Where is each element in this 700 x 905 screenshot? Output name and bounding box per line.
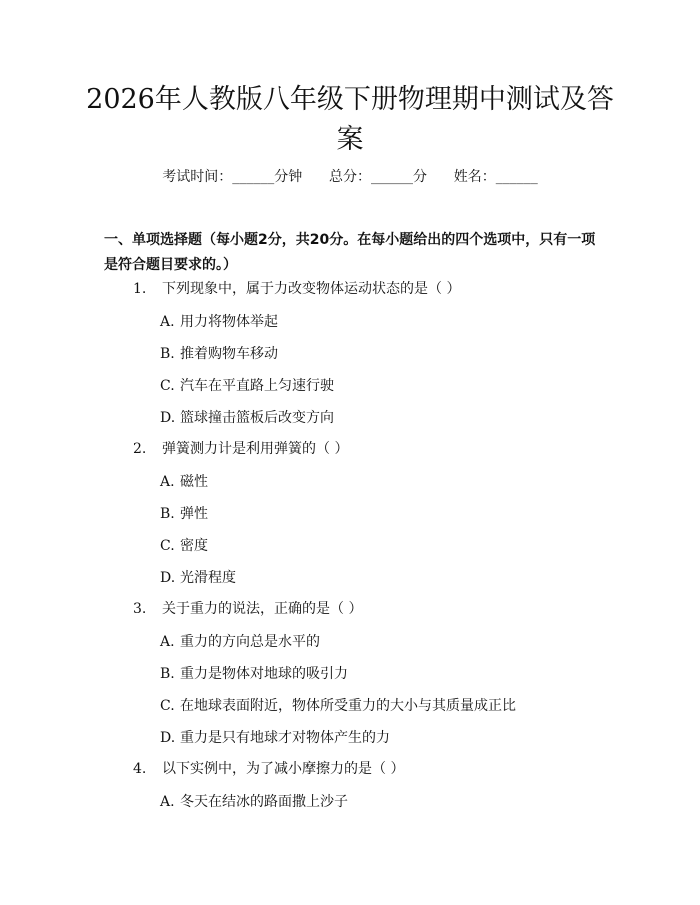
option-text: 重力是只有地球才对物体产生的力 [180,730,390,746]
section-heading: 一、单项选择题（每小题2分，共20分。在每小题给出的四个选项中，只有一项是符合题目要求的。） [104,232,596,273]
question-text: 以下实例中，为了减小摩擦力的是（ ） [162,761,405,777]
option-text: 在地球表面附近，物体所受重力的大小与其质量成正比 [180,698,516,714]
title-line-2: 案 [336,124,364,155]
option-text: 用力将物体举起 [180,314,278,330]
option-letter: B. [160,506,175,522]
option-letter: A. [160,794,175,810]
option-letter: D. [160,570,176,586]
option-letter: A. [160,474,175,490]
option-letter: D. [160,730,176,746]
option-2d [160,568,236,588]
option-text: 重力是物体对地球的吸引力 [180,666,348,682]
option-1b [160,344,278,364]
option-text: 篮球撞击篮板后改变方向 [180,410,334,426]
option-text: 推着购物车移动 [180,346,278,362]
option-text: 冬天在结冰的路面撒上沙子 [180,794,348,810]
question-number: 1. [133,281,147,297]
option-1d [160,408,334,428]
option-text: 光滑程度 [180,570,236,586]
option-letter: B. [160,666,175,682]
exam-meta-info: 考试时间：______分钟 总分：______分 姓名：______ [162,169,538,185]
option-3b [160,664,348,684]
question-text: 弹簧测力计是利用弹簧的（ ） [162,441,349,457]
option-4a [160,792,348,812]
option-text: 弹性 [180,506,208,522]
option-3d [160,728,390,748]
option-3a [160,632,320,652]
option-letter: C. [160,538,175,554]
option-1a [160,312,278,332]
option-text: 密度 [180,538,208,554]
title-line-1: 2026年人教版八年级下册物理期中测试及答 [86,84,614,115]
option-letter: B. [160,346,175,362]
question-2 [133,439,348,459]
option-3c [160,696,516,716]
question-3 [133,599,362,619]
question-number: 4. [133,761,147,777]
option-letter: A. [160,634,175,650]
question-text: 下列现象中，属于力改变物体运动状态的是（ ） [162,281,461,297]
question-1 [133,279,460,299]
option-text: 磁性 [180,474,208,490]
document-title [70,80,630,160]
option-1c [160,376,334,396]
option-text: 重力的方向总是水平的 [180,634,320,650]
option-letter: C. [160,698,175,714]
option-letter: C. [160,378,175,394]
question-4 [133,759,404,779]
question-text: 关于重力的说法，正确的是（ ） [162,601,363,617]
option-text: 汽车在平直路上匀速行驶 [180,378,334,394]
question-number: 2. [133,441,147,457]
option-2a [160,472,208,492]
option-2b [160,504,208,524]
option-2c [160,536,208,556]
option-letter: D. [160,410,176,426]
option-letter: A. [160,314,175,330]
question-number: 3. [133,601,147,617]
